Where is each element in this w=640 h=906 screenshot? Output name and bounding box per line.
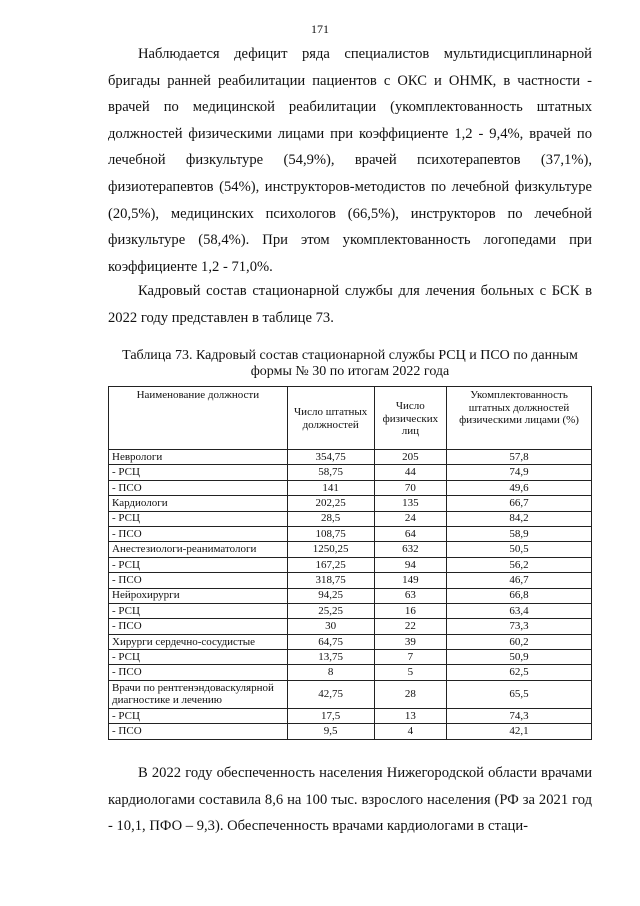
cell-staffing-rate: 49,6 (447, 480, 592, 495)
header-staff-positions: Число штатных должностей (287, 387, 374, 450)
cell-position: - ПСО (109, 526, 288, 541)
cell-individuals: 22 (374, 619, 446, 634)
cell-staff-positions: 42,75 (287, 680, 374, 708)
table-row (109, 480, 592, 495)
table-row (109, 708, 592, 723)
cell-individuals: 632 (374, 542, 446, 557)
cell-position: - РСЦ (109, 603, 288, 618)
cell-position: - ПСО (109, 480, 288, 495)
cell-staffing-rate: 60,2 (447, 634, 592, 649)
paragraph-specialists-deficit: Наблюдается дефицит ряда специалистов мультидисциплинарной бригады ранней реабилитации пациентов с ОКС и ОНМК, в частности - врачей по медицинской реабилитации (укомплектованность штатных должностей физическими лицами при коэффициенте 1,2 - 9,4%, врачей по лечебной физкультуре (54,9%), врачей психотерапевтов (37,1%), физиотерапевтов (54%), инструкторов-методистов по лечебной физкультуре (20,5%), медицинских психологов (66,5%), инструкторов по лечебной физкультуре (58,4%). При этом укомплектованность логопедами при коэффициенте 1,2 - 71,0%. (108, 46, 592, 275)
cell-individuals: 44 (374, 465, 446, 480)
cell-staff-positions: 354,75 (287, 450, 374, 465)
paragraph-table-intro: Кадровый состав стационарной службы для лечения больных с БСК в 2022 году представлен в таблице 73. (108, 283, 592, 326)
cell-staffing-rate: 50,9 (447, 650, 592, 665)
cell-position: - РСЦ (109, 465, 288, 480)
table-row (109, 526, 592, 541)
cell-position: - РСЦ (109, 511, 288, 526)
cell-individuals: 70 (374, 480, 446, 495)
table-row (109, 603, 592, 618)
cell-position: Неврологи (109, 450, 288, 465)
cell-staffing-rate: 66,8 (447, 588, 592, 603)
table-body (109, 450, 592, 740)
cell-individuals: 149 (374, 573, 446, 588)
cell-individuals: 4 (374, 724, 446, 739)
cell-position: Хирурги сердечно-сосудистые (109, 634, 288, 649)
cell-position: Кардиологи (109, 496, 288, 511)
cell-position: - ПСО (109, 665, 288, 680)
cell-individuals: 28 (374, 680, 446, 708)
cell-staff-positions: 30 (287, 619, 374, 634)
cell-position: - ПСО (109, 573, 288, 588)
cell-staffing-rate: 63,4 (447, 603, 592, 618)
cell-staff-positions: 94,25 (287, 588, 374, 603)
table-row (109, 496, 592, 511)
table-row (109, 511, 592, 526)
table-row (109, 634, 592, 649)
table-row (109, 724, 592, 739)
cell-individuals: 63 (374, 588, 446, 603)
cell-staff-positions: 318,75 (287, 573, 374, 588)
cell-staffing-rate: 73,3 (447, 619, 592, 634)
header-staffing-rate: Укомплектованность штатных должностей физическими лицами (%) (447, 387, 592, 450)
cell-individuals: 16 (374, 603, 446, 618)
table-row (109, 650, 592, 665)
table-row (109, 557, 592, 572)
table-row (109, 588, 592, 603)
header-individuals: Число физических лиц (374, 387, 446, 450)
table-row (109, 542, 592, 557)
cell-staffing-rate: 57,8 (447, 450, 592, 465)
cell-staff-positions: 28,5 (287, 511, 374, 526)
cell-position: Нейрохирурги (109, 588, 288, 603)
cell-individuals: 7 (374, 650, 446, 665)
cell-individuals: 5 (374, 665, 446, 680)
cell-staffing-rate: 74,3 (447, 708, 592, 723)
cell-staffing-rate: 56,2 (447, 557, 592, 572)
table-row (109, 665, 592, 680)
page-number: 171 (311, 22, 329, 36)
cell-staffing-rate: 65,5 (447, 680, 592, 708)
cell-individuals: 94 (374, 557, 446, 572)
cell-position: - РСЦ (109, 650, 288, 665)
cell-individuals: 13 (374, 708, 446, 723)
table-row (109, 465, 592, 480)
cell-staff-positions: 141 (287, 480, 374, 495)
cell-staff-positions: 25,25 (287, 603, 374, 618)
cell-staffing-rate: 62,5 (447, 665, 592, 680)
staff-table (108, 386, 592, 740)
cell-staffing-rate: 46,7 (447, 573, 592, 588)
cell-position: Анестезиологи-реаниматологи (109, 542, 288, 557)
cell-staff-positions: 8 (287, 665, 374, 680)
cell-individuals: 64 (374, 526, 446, 541)
table-row (109, 680, 592, 708)
cell-staff-positions: 58,75 (287, 465, 374, 480)
table-caption: Таблица 73. Кадровый состав стационарной службы РСЦ и ПСО по данным формы № 30 по итогам 2022 года (122, 348, 578, 379)
cell-position: Врачи по рентгенэндоваскулярной диагностике и лечению (109, 680, 288, 708)
cell-staff-positions: 17,5 (287, 708, 374, 723)
cell-staff-positions: 9,5 (287, 724, 374, 739)
cell-staffing-rate: 84,2 (447, 511, 592, 526)
cell-position: - РСЦ (109, 708, 288, 723)
cell-position: - ПСО (109, 619, 288, 634)
cell-individuals: 135 (374, 496, 446, 511)
cell-staffing-rate: 50,5 (447, 542, 592, 557)
cell-position: - ПСО (109, 724, 288, 739)
cell-staff-positions: 13,75 (287, 650, 374, 665)
paragraph-cardiologist-provision: В 2022 году обеспеченность населения Нижегородской области врачами кардиологами составила 8,6 на 100 тыс. взрослого населения (РФ за 2021 год - 10,1, ПФО – 9,3). Обеспеченность врачами кардиологами в стаци- (108, 765, 592, 835)
table-row (109, 450, 592, 465)
table-row (109, 573, 592, 588)
cell-staff-positions: 64,75 (287, 634, 374, 649)
cell-staff-positions: 108,75 (287, 526, 374, 541)
cell-staff-positions: 1250,25 (287, 542, 374, 557)
cell-individuals: 24 (374, 511, 446, 526)
cell-staffing-rate: 58,9 (447, 526, 592, 541)
cell-individuals: 39 (374, 634, 446, 649)
table-header-row (109, 387, 592, 450)
cell-staff-positions: 167,25 (287, 557, 374, 572)
header-position: Наименование должности (109, 387, 288, 450)
cell-staff-positions: 202,25 (287, 496, 374, 511)
cell-staffing-rate: 74,9 (447, 465, 592, 480)
cell-individuals: 205 (374, 450, 446, 465)
cell-staffing-rate: 66,7 (447, 496, 592, 511)
cell-position: - РСЦ (109, 557, 288, 572)
cell-staffing-rate: 42,1 (447, 724, 592, 739)
table-row (109, 619, 592, 634)
